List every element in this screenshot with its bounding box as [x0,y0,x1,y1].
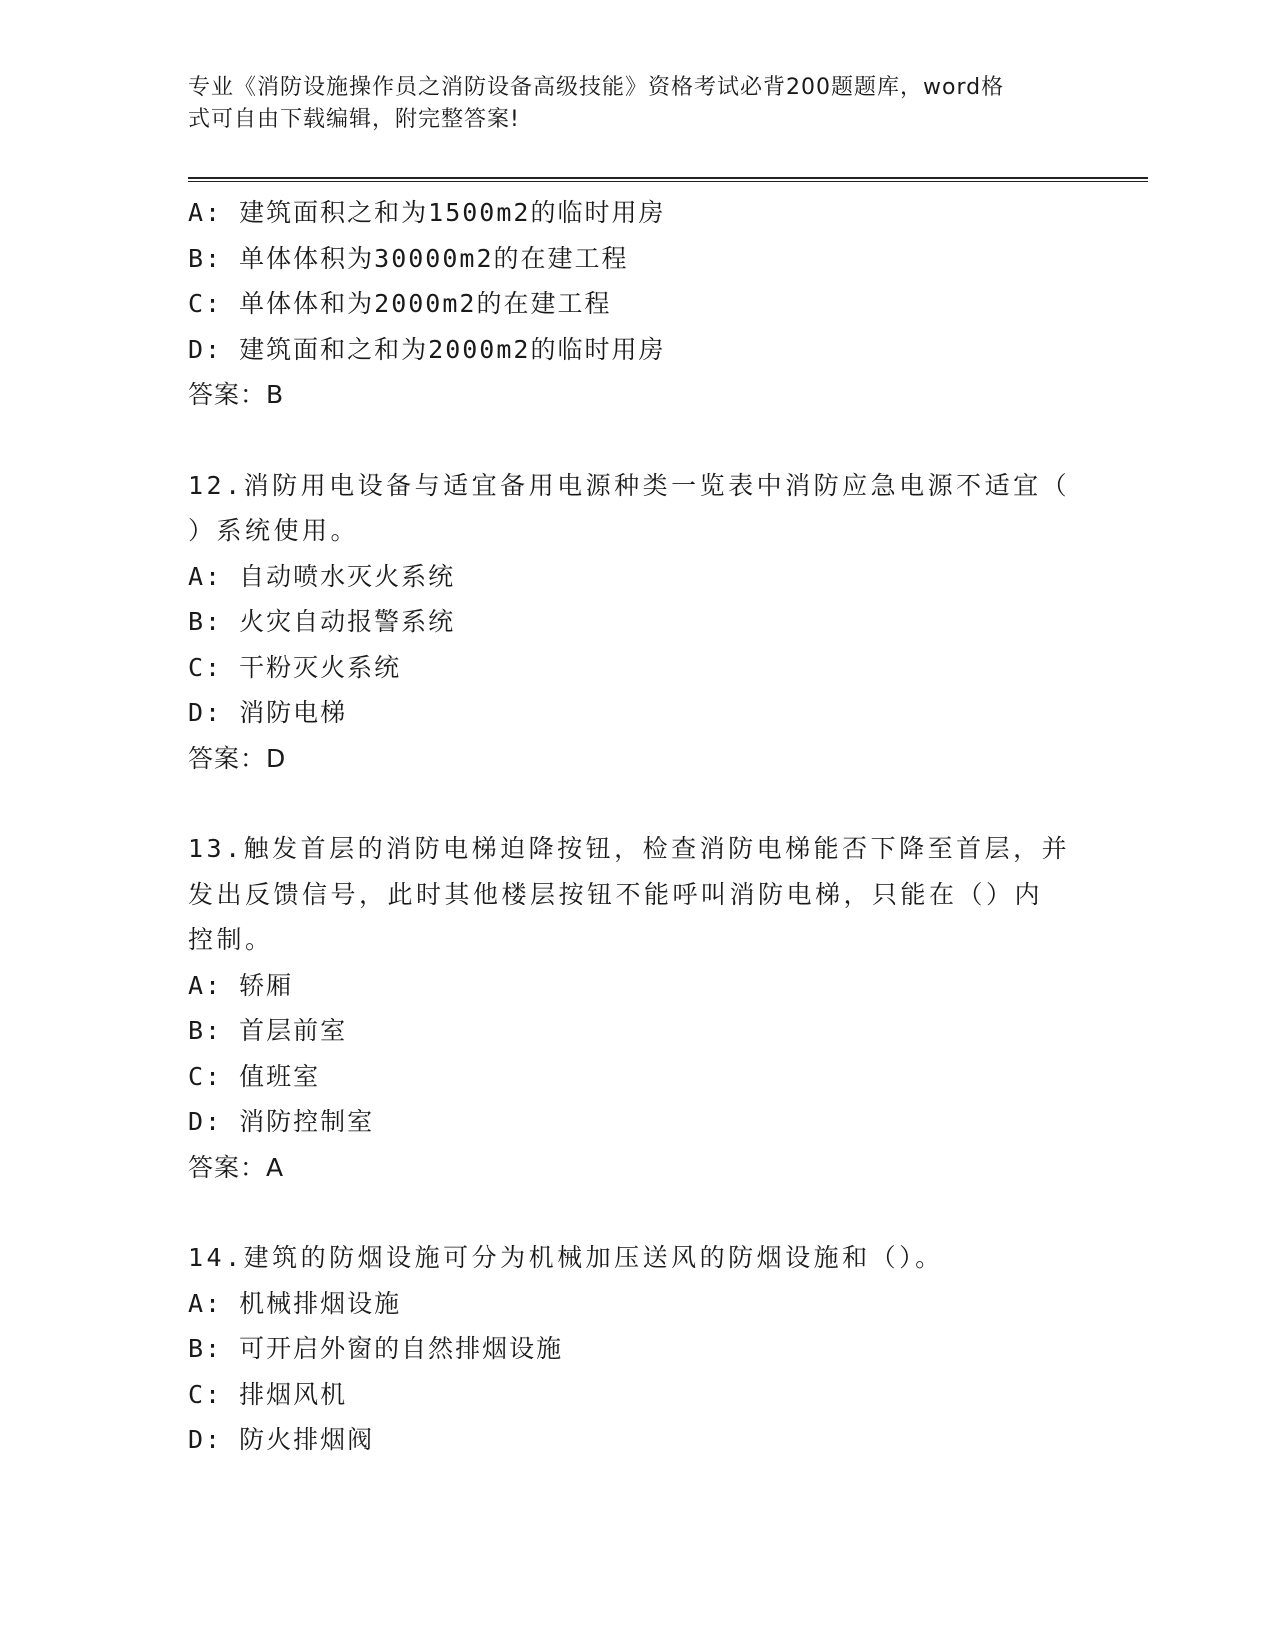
option-d: D: 消防电梯 [188,698,348,727]
question-11 [188,190,1088,418]
question-stem-line: 14.建筑的防烟设施可分为机械加压送风的防烟设施和（）。 [188,1243,944,1272]
question-12 [188,463,1088,782]
header-divider [188,177,1148,182]
question-stem-line: 控制。 [188,925,274,954]
option-d: D: 消防控制室 [188,1107,375,1136]
question-13 [188,826,1088,1190]
option-d: D: 防火排烟阀 [188,1425,375,1454]
header-line-2: 式可自由下载编辑，附完整答案! [188,107,520,132]
question-stem-line: 13.触发首层的消防电梯迫降按钮，检查消防电梯能否下降至首层，并 [188,834,1071,863]
option-c: C: 单体体和为2000m2的在建工程 [188,289,612,318]
option-c: C: 干粉灭火系统 [188,652,402,682]
option-b: B: 首层前室 [188,1016,348,1045]
question-stem-line: 发出反馈信号，此时其他楼层按钮不能呼叫消防电梯，只能在（）内 [188,879,1044,909]
header-line-1: 专业《消防设施操作员之消防设备高级技能》资格考试必背200题题库，word格 [188,75,1005,100]
option-b: B: 单体体积为30000m2的在建工程 [188,243,629,273]
option-b: B: 火灾自动报警系统 [188,607,456,636]
question-stem-line: 12.消防用电设备与适宜备用电源种类一览表中消防应急电源不适宜（ [188,470,1071,500]
option-a: A: 机械排烟设施 [188,1288,402,1318]
answer: 答案：B [188,380,285,409]
document-header [188,72,1068,136]
answer: 答案：A [188,1152,285,1182]
option-a: A: 建筑面积之和为1500m2的临时用房 [188,198,666,227]
option-c: C: 值班室 [188,1061,321,1091]
question-14 [188,1235,1088,1463]
option-a: A: 轿厢 [188,970,294,1000]
option-a: A: 自动喷水灭火系统 [188,561,456,591]
option-c: C: 排烟风机 [188,1379,348,1409]
option-d: D: 建筑面和之和为2000m2的临时用房 [188,334,666,364]
option-b: B: 可开启外窗的自然排烟设施 [188,1334,564,1363]
question-stem-line: ）系统使用。 [188,516,360,545]
answer: 答案：D [188,743,287,773]
question-list [188,190,1088,1463]
